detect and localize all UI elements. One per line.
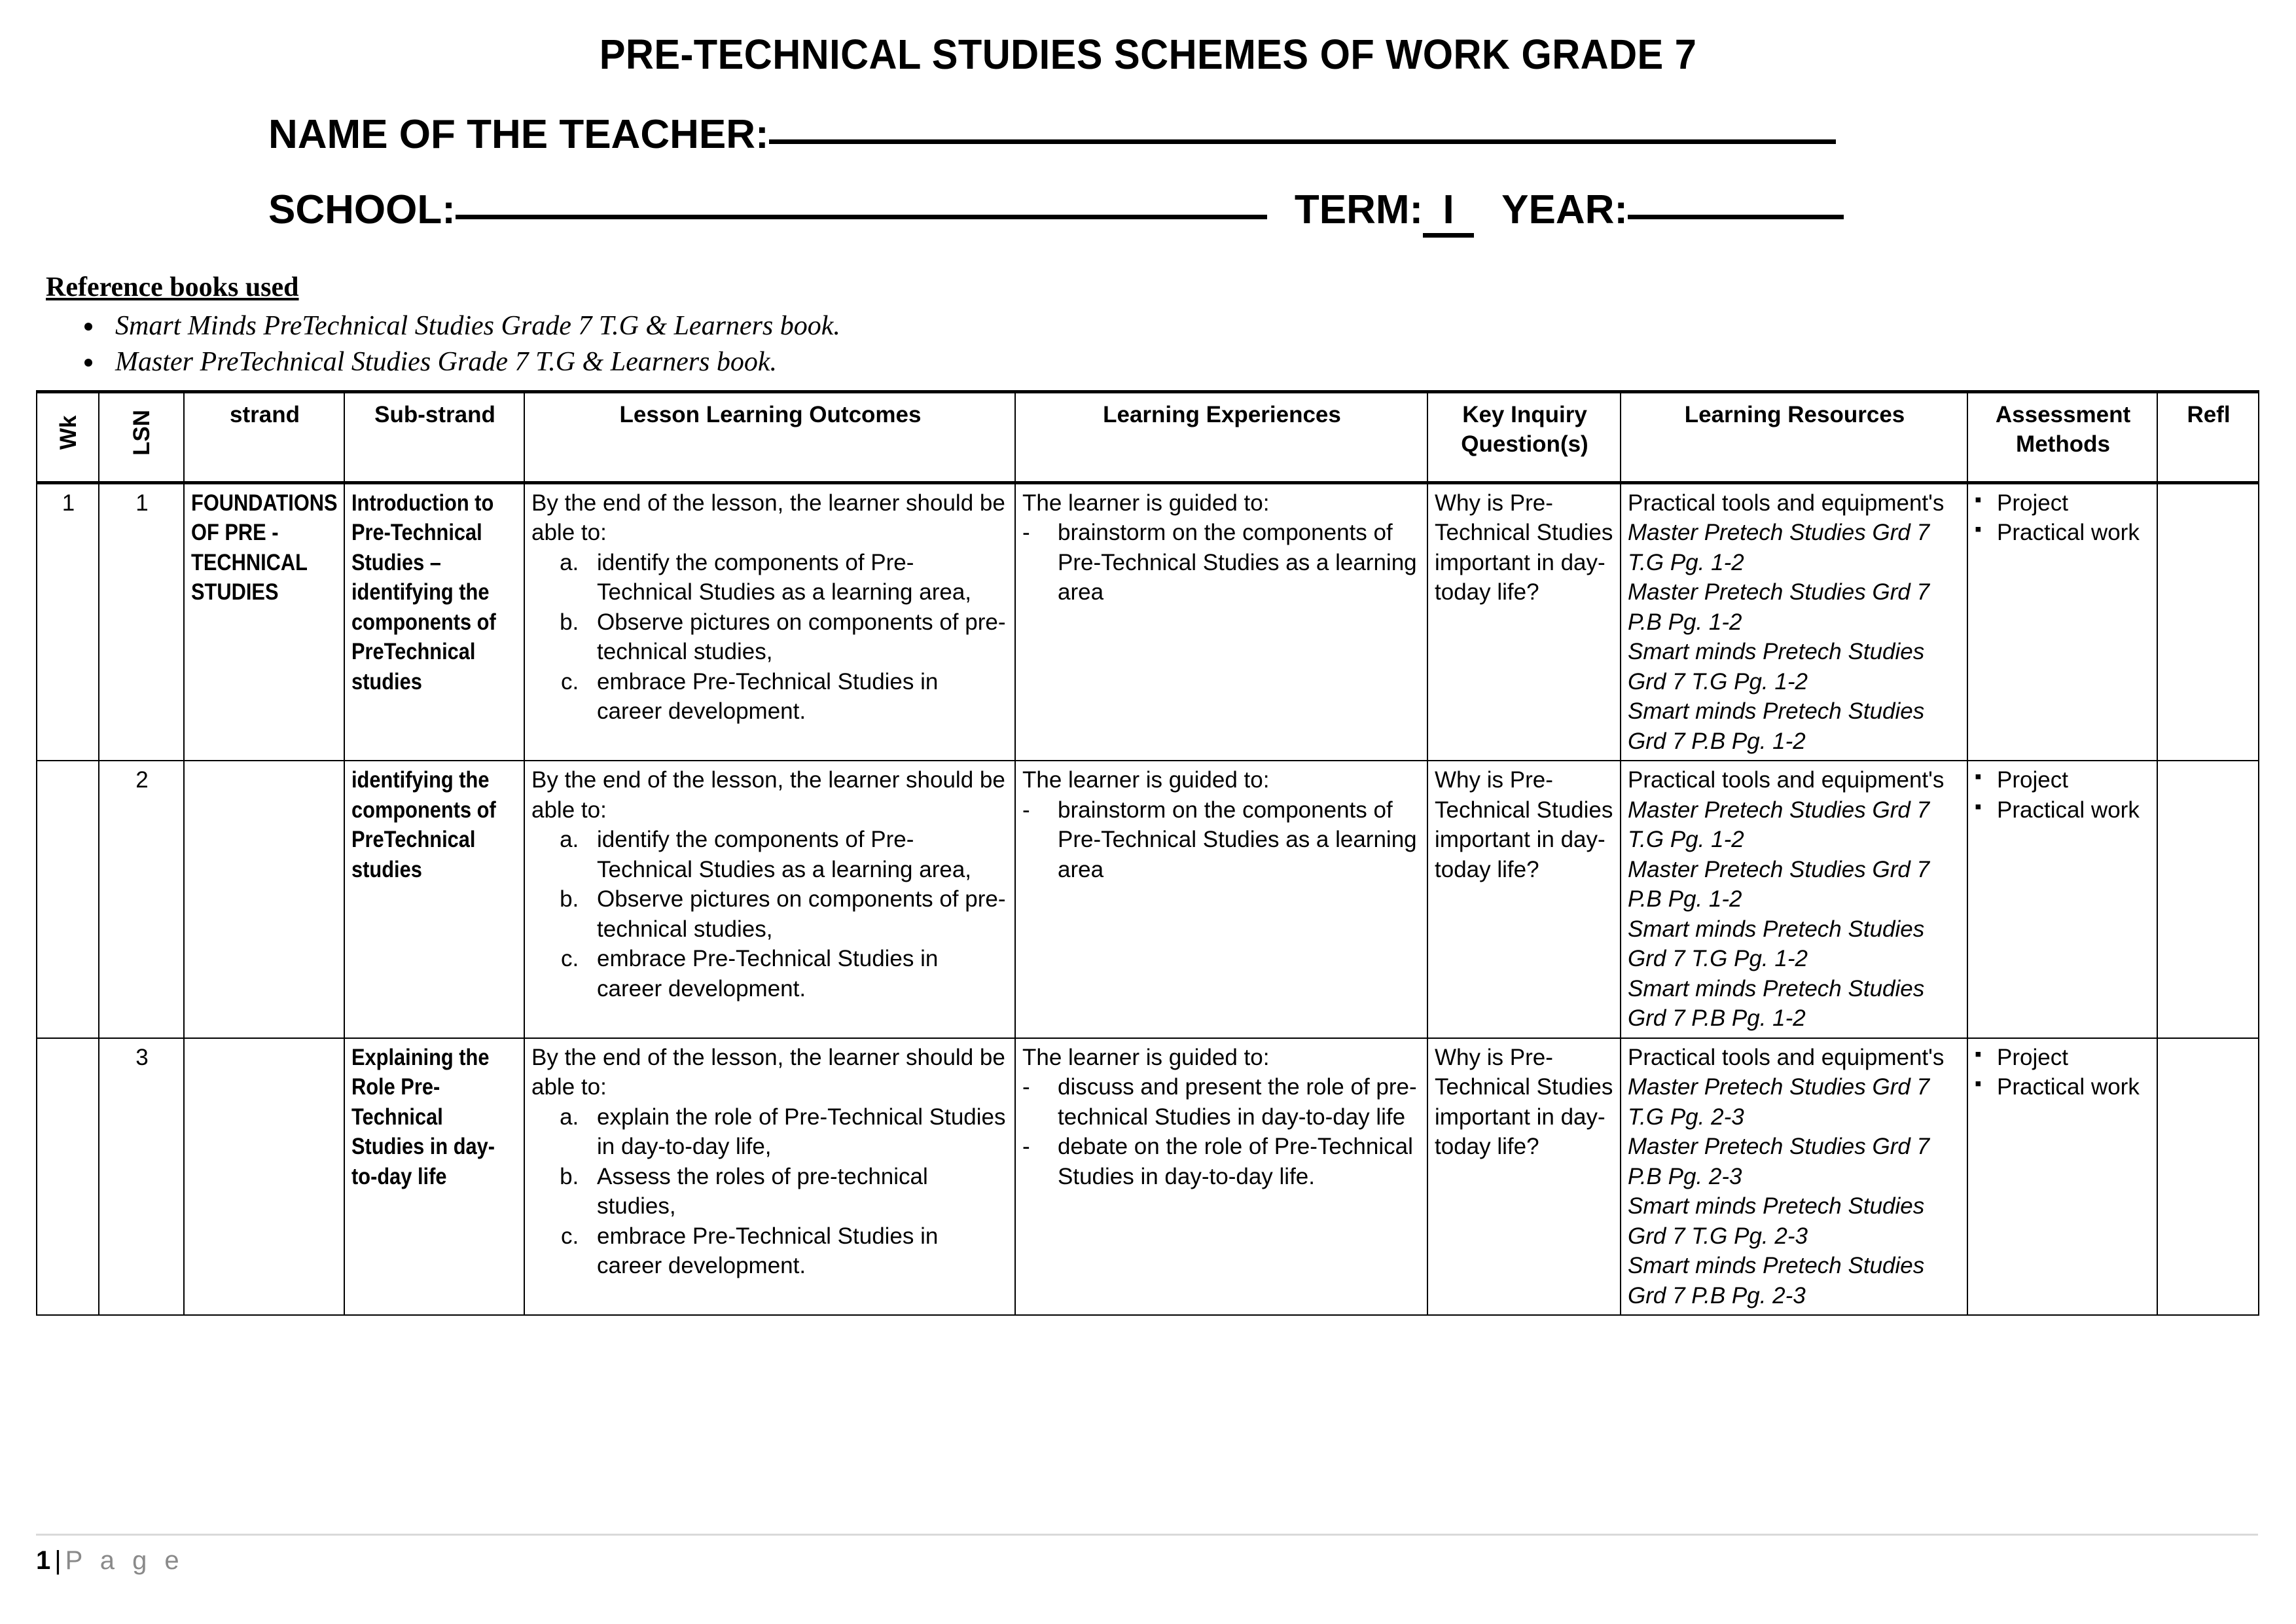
cell-experiences — [1015, 482, 1427, 761]
school-term-year-line — [0, 158, 2296, 238]
column-header-lsn-label: LSN — [129, 409, 155, 456]
outcomes-list — [531, 825, 1009, 1003]
list-item: ▪ Project — [1975, 765, 2151, 795]
list-item: ▪ Practical work — [1975, 1072, 2151, 1102]
cell-key-inquiry: Why is Pre-Technical Studies important in day-today life? — [1427, 482, 1621, 761]
column-header-wk-label: Wk — [55, 415, 81, 450]
footer-page-number: 1 — [36, 1546, 51, 1575]
experiences-lead: The learner is guided to: — [1022, 490, 1270, 516]
teacher-name-blank[interactable] — [769, 139, 1836, 144]
reference-books-list — [0, 303, 2296, 381]
cell-resources — [1621, 482, 1967, 761]
column-header-key-inquiry-questions — [1427, 391, 1621, 482]
column-header-learning-resources: Learning Resources — [1621, 391, 1967, 482]
schemes-of-work-table — [36, 390, 2259, 1316]
cell-week — [37, 1038, 99, 1316]
cell-key-inquiry: Why is Pre-Technical Studies important in day-today life? — [1427, 1038, 1621, 1316]
cell-sub-strand-text: Explaining the Role Pre-Technical Studies in day-to-day life — [351, 1044, 495, 1189]
table-row — [37, 761, 2259, 1038]
cell-strand-text: FOUNDATIONS OF PRE - TECHNICAL STUDIES — [191, 490, 338, 605]
term-label: TERM: — [1294, 187, 1424, 232]
resource-item: Master Pretech Studies Grd 7 P.B Pg. 1-2 — [1628, 579, 1930, 635]
school-name-blank[interactable] — [456, 215, 1267, 219]
resources-lead: Practical tools and equipment's — [1628, 1044, 1945, 1070]
resource-item: Master Pretech Studies Grd 7 P.B Pg. 2-3 — [1628, 1134, 1930, 1189]
list-item: ▪ Practical work — [1975, 518, 2151, 548]
resource-item: Smart minds Pretech Studies Grd 7 T.G Pg. 1-2 — [1628, 639, 1925, 695]
list-item: ▪ Project — [1975, 488, 2151, 518]
list-item: a. identify the components of Pre-Technical Studies as a learning area, — [585, 548, 1009, 607]
resources-lead: Practical tools and equipment's — [1628, 767, 1945, 793]
experiences-lead: The learner is guided to: — [1022, 767, 1270, 793]
column-header-learning-experiences: Learning Experiences — [1015, 391, 1427, 482]
teacher-name-line — [0, 79, 2296, 158]
outcomes-list — [531, 548, 1009, 727]
assessment-list — [1975, 488, 2151, 548]
cell-sub-strand — [344, 761, 524, 1038]
column-header-wk — [37, 391, 99, 482]
resource-item: Smart minds Pretech Studies Grd 7 P.B Pg. 1-2 — [1628, 975, 1925, 1032]
footer-separator: | — [54, 1546, 62, 1575]
column-header-sub-strand: Sub-strand — [344, 391, 524, 482]
cell-refl — [2157, 761, 2259, 1038]
cell-resources — [1621, 761, 1967, 1038]
column-header-lsn — [99, 391, 184, 482]
resource-item: Smart minds Pretech Studies Grd 7 P.B Pg. 1-2 — [1628, 698, 1925, 754]
outcomes-list — [531, 1102, 1009, 1281]
cell-refl — [2157, 1038, 2259, 1316]
list-item: - discuss and present the role of pre-technical Studies in day-to-day life — [1022, 1072, 1422, 1132]
cell-lesson: 1 — [99, 482, 184, 761]
outcomes-lead: By the end of the lesson, the learner should be able to: — [531, 1044, 1005, 1100]
experiences-list — [1022, 795, 1422, 885]
cell-experiences — [1015, 1038, 1427, 1316]
list-item: b. Assess the roles of pre-technical studies, — [585, 1162, 1009, 1221]
cell-strand — [184, 761, 344, 1038]
teacher-label: NAME OF THE TEACHER: — [268, 112, 769, 157]
resource-item: Smart minds Pretech Studies Grd 7 T.G Pg. 1-2 — [1628, 916, 1925, 972]
list-item: c. embrace Pre-Technical Studies in career development. — [585, 667, 1009, 727]
cell-refl — [2157, 482, 2259, 761]
resources-lead: Practical tools and equipment's — [1628, 490, 1945, 516]
resource-item: Master Pretech Studies Grd 7 T.G Pg. 2-3 — [1628, 1074, 1930, 1130]
experiences-lead: The learner is guided to: — [1022, 1044, 1270, 1070]
column-header-lesson-learning-outcomes: Lesson Learning Outcomes — [524, 391, 1015, 482]
cell-outcomes — [524, 482, 1015, 761]
list-item: ▪ Practical work — [1975, 795, 2151, 825]
cell-outcomes — [524, 1038, 1015, 1316]
list-item: ▪ Project — [1975, 1043, 2151, 1073]
list-item: • Master PreTechnical Studies Grade 7 T.G & Learners book. — [105, 344, 2296, 380]
table-row — [37, 1038, 2259, 1316]
year-blank[interactable] — [1628, 215, 1844, 219]
kiq-line-2: Question(s) — [1461, 431, 1588, 458]
cell-experiences — [1015, 761, 1427, 1038]
year-label: YEAR: — [1501, 187, 1628, 232]
list-item: b. Observe pictures on components of pre-technical studies, — [585, 607, 1009, 667]
cell-lesson: 3 — [99, 1038, 184, 1316]
experiences-list — [1022, 1072, 1422, 1191]
list-item: - debate on the role of Pre-Technical Studies in day-to-day life. — [1022, 1132, 1422, 1191]
asm-line-2: Methods — [2016, 431, 2110, 458]
assessment-list — [1975, 1043, 2151, 1102]
table-row — [37, 482, 2259, 761]
cell-week — [37, 761, 99, 1038]
cell-outcomes — [524, 761, 1015, 1038]
resource-item: Master Pretech Studies Grd 7 P.B Pg. 1-2 — [1628, 856, 1930, 912]
cell-assessment — [1967, 1038, 2157, 1316]
column-header-refl: Refl — [2157, 391, 2259, 482]
cell-key-inquiry: Why is Pre-Technical Studies important in day-today life? — [1427, 761, 1621, 1038]
list-item: - brainstorm on the components of Pre-Technical Studies as a learning area — [1022, 518, 1422, 607]
list-item: b. Observe pictures on components of pre-technical studies, — [585, 884, 1009, 944]
kiq-line-1: Key Inquiry — [1462, 401, 1587, 427]
list-item: c. embrace Pre-Technical Studies in career development. — [585, 944, 1009, 1003]
list-item: • Smart Minds PreTechnical Studies Grade 7 T.G & Learners book. — [105, 308, 2296, 344]
cell-sub-strand — [344, 1038, 524, 1316]
cell-lesson: 2 — [99, 761, 184, 1038]
cell-sub-strand-text: Introduction to Pre-Technical Studies – identifying the components of PreTechnical studies — [351, 490, 496, 695]
list-item: c. embrace Pre-Technical Studies in career development. — [585, 1221, 1009, 1281]
school-label: SCHOOL: — [268, 187, 456, 232]
reference-books-heading: Reference books used — [46, 272, 299, 302]
resource-item: Smart minds Pretech Studies Grd 7 T.G Pg. 2-3 — [1628, 1193, 1925, 1249]
experiences-list — [1022, 518, 1422, 607]
term-value[interactable]: I — [1423, 187, 1474, 238]
cell-assessment — [1967, 482, 2157, 761]
cell-strand — [184, 1038, 344, 1316]
column-header-assessment-methods — [1967, 391, 2157, 482]
footer-page-indicator — [36, 1536, 2260, 1576]
cell-sub-strand-text: identifying the components of PreTechnical studies — [351, 767, 496, 882]
cell-assessment — [1967, 761, 2157, 1038]
cell-strand — [184, 482, 344, 761]
outcomes-lead: By the end of the lesson, the learner should be able to: — [531, 767, 1005, 823]
table-header-row — [37, 391, 2259, 482]
resource-item: Smart minds Pretech Studies Grd 7 P.B Pg. 2-3 — [1628, 1253, 1925, 1308]
resource-item: Master Pretech Studies Grd 7 T.G Pg. 1-2 — [1628, 520, 1930, 575]
asm-line-1: Assessment — [1995, 401, 2131, 427]
resource-item: Master Pretech Studies Grd 7 T.G Pg. 1-2 — [1628, 797, 1930, 853]
column-header-strand: strand — [184, 391, 344, 482]
cell-resources — [1621, 1038, 1967, 1316]
page-footer — [36, 1534, 2260, 1576]
list-item: a. identify the components of Pre-Technical Studies as a learning area, — [585, 825, 1009, 884]
list-item: - brainstorm on the components of Pre-Technical Studies as a learning area — [1022, 795, 1422, 885]
outcomes-lead: By the end of the lesson, the learner should be able to: — [531, 490, 1005, 546]
footer-page-word: P a g e — [65, 1546, 185, 1575]
cell-sub-strand — [344, 482, 524, 761]
assessment-list — [1975, 765, 2151, 825]
list-item: a. explain the role of Pre-Technical Studies in day-to-day life, — [585, 1102, 1009, 1162]
page-title: PRE-TECHNICAL STUDIES SCHEMES OF WORK GRADE 7 — [599, 31, 1697, 78]
cell-week: 1 — [37, 482, 99, 761]
